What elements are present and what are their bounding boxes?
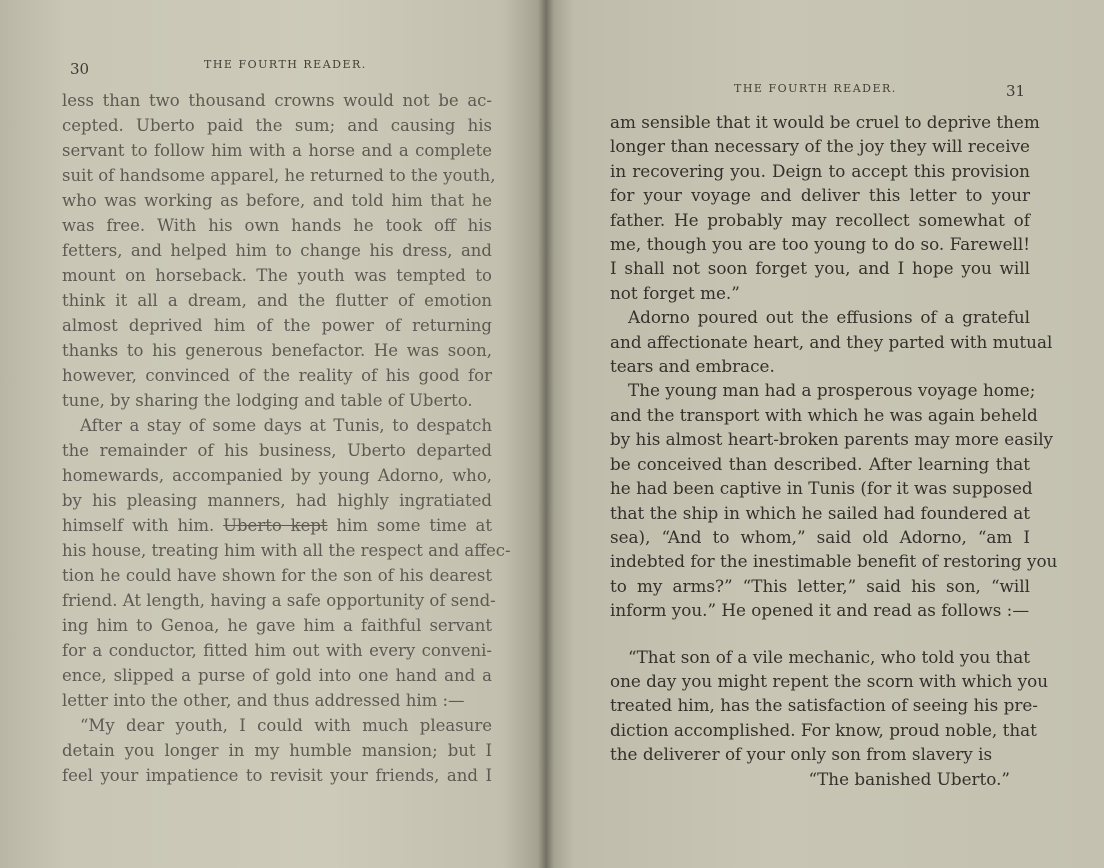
book-gutter <box>538 0 554 868</box>
text-fragment: him some time at <box>336 516 493 535</box>
text-line: am sensible that it would be cruel to deprive them <box>610 112 1040 132</box>
text-line: friend. At length, having a safe opportunity of send- <box>62 591 496 610</box>
text-line: letter into the other, and thus addressed him :— <box>62 691 465 710</box>
text-line: tune, by sharing the lodging and table of Uberto. <box>62 391 473 410</box>
text-line: and affectionate heart, and they parted with mutual <box>610 331 1053 352</box>
text-line: to my arms?” “This letter,” said his son, “will <box>610 575 1030 596</box>
text-line: detain you longer in my humble mansion; but I <box>62 741 492 760</box>
text-line: father. He probably may recollect somewhat of <box>610 209 1030 230</box>
text-line: for your voyage and deliver this letter to your <box>610 185 1030 206</box>
text-line: suit of handsome apparel, he returned to the youth, <box>62 166 496 185</box>
text-line: the remainder of his business, Uberto departed <box>62 441 492 460</box>
right-page-number: 31 <box>1006 82 1026 100</box>
text-line: longer than necessary of the joy they will receive <box>610 136 1030 157</box>
text-line: The young man had a prosperous voyage home; <box>628 380 1036 401</box>
text-line-with-strikethrough <box>62 513 492 538</box>
letter-signature: “The banished Uberto.” <box>808 768 1010 789</box>
right-running-head: THE FOURTH READER. <box>734 82 897 95</box>
text-line: was free. With his own hands he took off his <box>62 216 492 235</box>
text-line: tion he could have shown for the son of his dearest <box>62 566 492 585</box>
text-line: and the transport with which he was again beheld <box>610 404 1038 425</box>
text-line: inform you.” He opened it and read as follows :— <box>610 600 1030 621</box>
text-line: his house, treating him with all the respect and affec- <box>62 541 511 560</box>
struck-text: Uberto kept <box>223 516 328 535</box>
text-line: he had been captive in Tunis (for it was supposed <box>610 478 1033 499</box>
text-line: tears and embrace. <box>610 356 775 377</box>
text-line: that the ship in which he sailed had foundered at <box>610 502 1030 523</box>
text-line: however, convinced of the reality of his good for <box>62 366 492 385</box>
text-line: me, though you are too young to do so. Farewell! <box>610 234 1030 255</box>
text-line: who was working as before, and told him that he <box>62 191 492 210</box>
letter-line: treated him, has the satisfaction of seeing his pre- <box>610 695 1038 716</box>
text-line: think it all a dream, and the flutter of emotion <box>62 291 492 310</box>
text-line: be conceived than described. After learning that <box>610 453 1030 474</box>
text-fragment: himself with him. <box>62 516 215 535</box>
letter-line: “That son of a vile mechanic, who told you that <box>628 646 1030 667</box>
text-line: less than two thousand crowns would not be ac- <box>62 91 492 110</box>
letter-line: one day you might repent the scorn with which you <box>610 670 1049 691</box>
text-line: by his almost heart-broken parents may more easily <box>610 429 1054 450</box>
text-line: servant to follow him with a horse and a complete <box>62 141 492 160</box>
left-page-number: 30 <box>70 60 90 78</box>
text-line: by his pleasing manners, had highly ingratiated <box>62 491 492 510</box>
text-line: homewards, accompanied by young Adorno, who, <box>62 466 492 485</box>
text-line: in recovering you. Deign to accept this provision <box>610 160 1030 181</box>
text-line: “My dear youth, I could with much pleasure <box>80 716 492 735</box>
left-running-head: THE FOURTH READER. <box>204 58 367 71</box>
left-page <box>0 0 546 868</box>
text-line: cepted. Uberto paid the sum; and causing his <box>62 116 492 135</box>
text-line: almost deprived him of the power of returning <box>62 316 492 335</box>
paragraph-gap <box>610 623 1030 645</box>
text-line: indebted for the inestimable benefit of restoring you <box>610 551 1058 572</box>
letter-line: the deliverer of your only son from slavery is <box>610 744 993 765</box>
text-line: feel your impatience to revisit your friends, and I <box>62 766 492 785</box>
text-line: fetters, and helped him to change his dress, and <box>62 241 492 260</box>
text-line: mount on horseback. The youth was tempted to <box>62 266 492 285</box>
text-line: Adorno poured out the effusions of a grateful <box>628 307 1030 328</box>
left-page-text <box>62 88 511 788</box>
text-line: for a conductor, fitted him out with every conveni- <box>62 641 492 660</box>
right-page <box>546 0 1104 868</box>
text-line: not forget me.” <box>610 282 740 303</box>
text-line: ing him to Genoa, he gave him a faithful servant <box>62 616 492 635</box>
right-page-text <box>610 110 1058 791</box>
text-line: sea), “And to whom,” said old Adorno, “am I <box>610 526 1030 547</box>
text-line: thanks to his generous benefactor. He was soon, <box>62 341 492 360</box>
text-line: After a stay of some days at Tunis, to despatch <box>80 416 492 435</box>
text-line: ence, slipped a purse of gold into one hand and a <box>62 666 492 685</box>
letter-line: diction accomplished. For know, proud noble, that <box>610 719 1037 740</box>
text-line: I shall not soon forget you, and I hope you will <box>610 258 1030 279</box>
